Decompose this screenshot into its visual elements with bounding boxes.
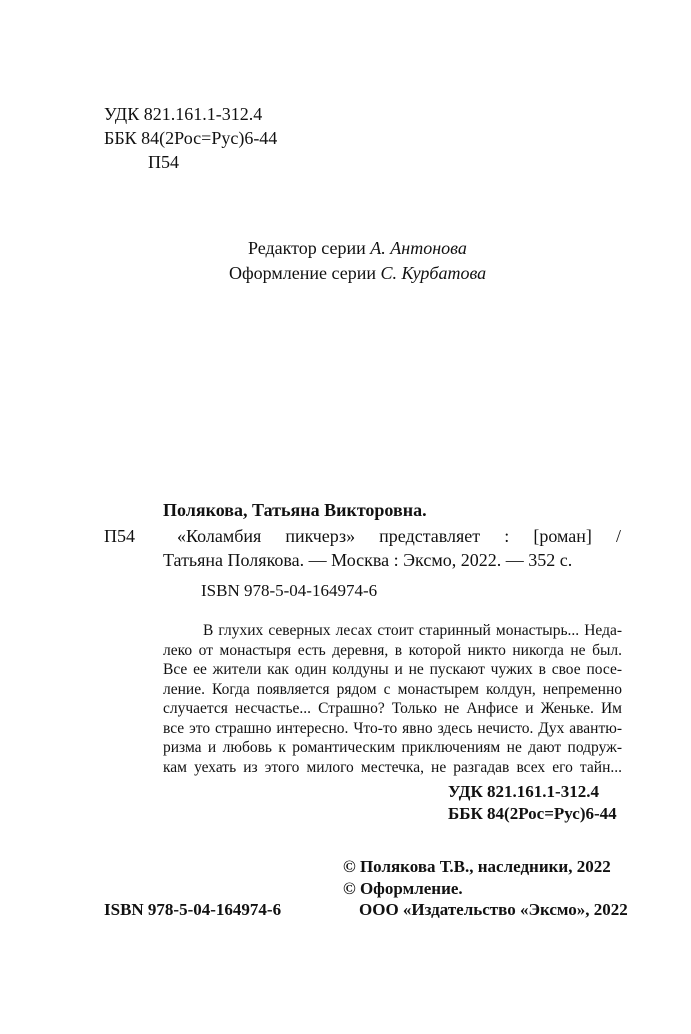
top-author-sign: П54 (148, 152, 179, 172)
card-annotation (163, 621, 622, 777)
annotation-line: леко от монастыря есть деревня, в которой никто никогда не был. (163, 641, 622, 659)
card-description-line1: «Коламбия пикчерз» представляет : [роман] / (177, 526, 621, 546)
series-editor (248, 237, 467, 259)
card-description-line2: Татьяна Полякова. — Москва : Эксмо, 2022. — 352 с. (163, 550, 573, 570)
series-design-name: С. Курбатова (380, 263, 487, 283)
series-editor-name: А. Антонова (370, 238, 467, 258)
annotation-line: Все ее жители как один колдуны и не пускают чужих в свое посе- (163, 661, 622, 678)
annotation-line: кам уехать из этого милого местечка, не разгадав всех его тайн... (163, 758, 622, 776)
annotation-line: случается несчастье... Страшно? Только не Анфисе и Женьке. Им (163, 700, 622, 717)
annotation-line: все это страшно интересно. Что-то явно здесь нечисто. Дух авантю- (163, 719, 622, 737)
top-bbk: ББК 84(2Рос=Рус)6-44 (104, 128, 278, 148)
annotation-line: В глухих северных лесах стоит старинный монастырь... Неда- (203, 622, 622, 639)
series-design-label: Оформление серии (229, 263, 376, 283)
card-isbn: ISBN 978-5-04-164974-6 (201, 581, 378, 600)
series-design (229, 262, 486, 284)
copyright-isbn: ISBN 978-5-04-164974-6 (104, 900, 282, 919)
copyright-line3: ООО «Издательство «Эксмо», 2022 (359, 900, 628, 919)
card-udk: УДК 821.161.1-312.4 (448, 782, 599, 801)
card-author-sign: П54 (104, 526, 135, 546)
top-udk: УДК 821.161.1-312.4 (104, 104, 263, 124)
card-bbk: ББК 84(2Рос=Рус)6-44 (448, 804, 617, 823)
annotation-line: ризма и любовь к романтическим приключениям не дают подруж- (163, 739, 622, 756)
copyright-line1: © Полякова Т.В., наследники, 2022 (343, 857, 611, 876)
annotation-line: ление. Когда появляется рядом с монастырем колдун, непременно (163, 680, 622, 698)
copyright-line2: © Оформление. (343, 879, 463, 898)
card-author-heading: Полякова, Татьяна Викторовна. (163, 500, 427, 520)
series-editor-label: Редактор серии (248, 238, 366, 258)
